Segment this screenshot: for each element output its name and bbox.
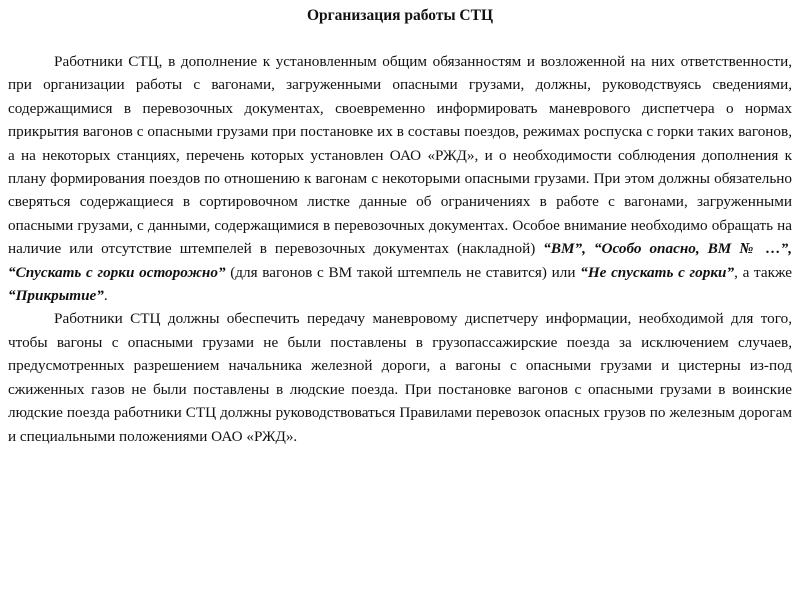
- paragraph-1-text-d: .: [103, 287, 108, 305]
- paragraph-1-text-c: , а также: [734, 263, 793, 281]
- document-title: Организация работы СТЦ: [306, 7, 494, 24]
- paragraph-1: [8, 50, 792, 307]
- separator-1: ,: [582, 240, 594, 258]
- paragraph-2: Работники СТЦ должны обеспечить передачу маневровому диспетчеру информации, необходимой для того, чтобы вагоны с опасными грузами не были поставлены в грузопассажирские поезда за исключением случаев, предусмотренных разрешением начальника железной дороги, а вагоны с опасными грузами и цистерны из-под сжиженных газов не были поставлены в людские поезда. При постановке вагонов с опасными грузами в воинские людские поезда работники СТЦ должны руководствоваться Правилами перевозок опасных грузов по железным дорогам и специальными положениями ОАО «РЖД».: [8, 310, 792, 445]
- stamp-especially-dangerous: “Особо опасно, ВМ № …”: [593, 240, 789, 258]
- stamp-hump-carefully: “Спускать с горки осторожно”: [8, 263, 226, 281]
- stamp-no-hump: “Не спускать с горки”: [580, 263, 735, 281]
- stamp-vm: “ВМ”: [543, 240, 583, 258]
- paragraph-1-text-b: (для вагонов с ВМ такой штемпель не ставится) или: [225, 263, 581, 281]
- separator-2: ,: [788, 240, 793, 258]
- paragraph-1-text-a: Работники СТЦ, в дополнение к установленным общим обязанностям и возложенной на них ответственности, при организации работы с вагонами, загруженными опасными грузами, должны, руководствуясь сведениями, содержащимися в перевозочных документах, своевременно информировать маневрового диспетчера о нормах прикрытия вагонов с опасными грузами при постановке их в составы поездов, режимах роспуска с горки таких вагонов, а на некоторых станциях, перечень которых установлен ОАО «РЖД», и о необходимости соблюдения дополнения к плану формирования поездов по отношению к вагонам с некоторыми опасными грузами. При этом должны обязательно сверяться содержащиеся в сортировочном листке данные об ограничениях в работе с вагонами, загруженными опасными грузами, с данными, содержащимися в перевозочных документах. Особое внимание необходимо обращать на наличие или отсутствие штемпелей в перевозочных документах (накладной): [8, 53, 792, 258]
- stamp-cover: “Прикрытие”: [8, 287, 104, 305]
